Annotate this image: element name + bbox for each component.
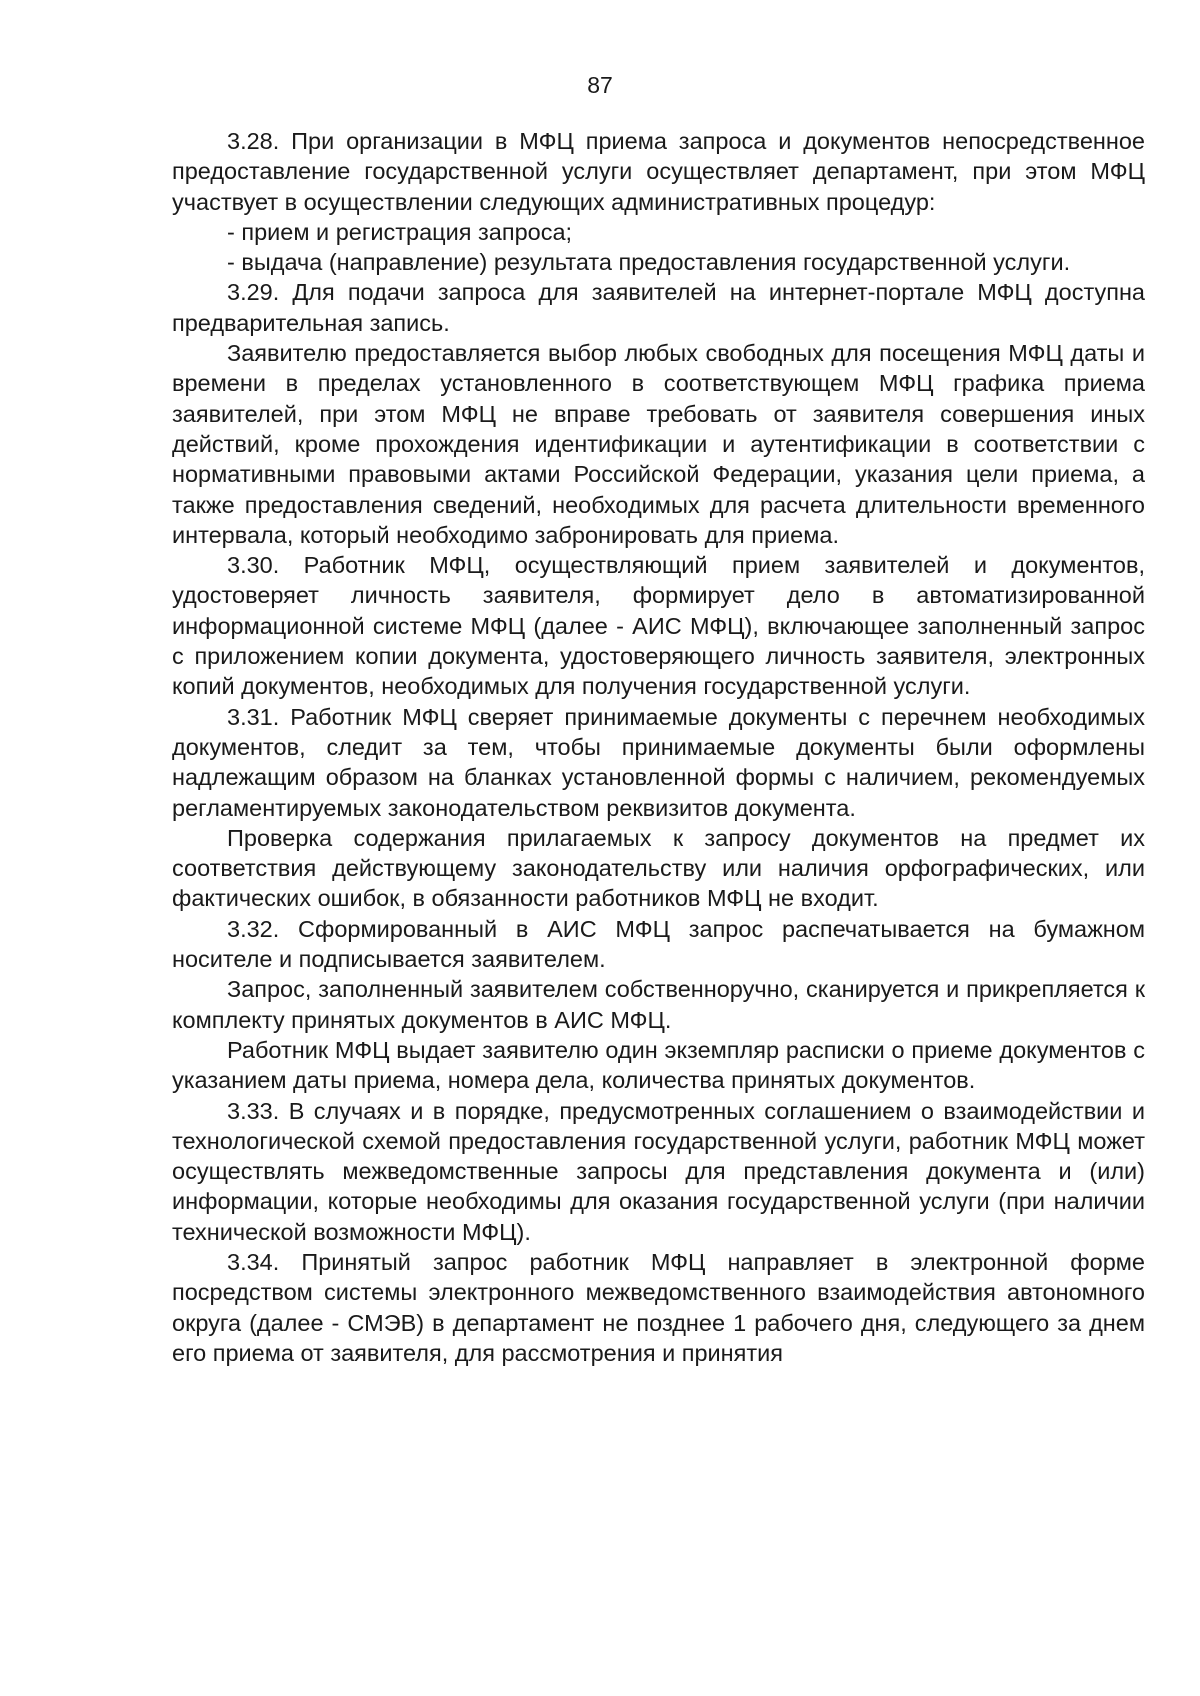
- paragraph-3-34: 3.34. Принятый запрос работник МФЦ направляет в электронной форме посредством системы электронного межведомственного взаимодействия автономного округа (далее - СМЭВ) в департамент не позднее 1 рабочего дня, следующего за днем его приема от заявителя, для рассмотрения и принятия: [172, 1248, 1145, 1366]
- paragraph-scan: Запрос, заполненный заявителем собственноручно, сканируется и прикрепляется к комплекту принятых документов в АИС МФЦ.: [172, 976, 1145, 1033]
- paragraph-3-28: 3.28. При организации в МФЦ приема запроса и документов непосредственное предоставление государственной услуги осуществляет департамент, при этом МФЦ участвует в осуществлении следующих административных процедур:: [172, 128, 1145, 215]
- document-body: [172, 126, 1145, 1368]
- list-item-reception: - прием и регистрация запроса;: [227, 218, 573, 245]
- list-item-result: - выдача (направление) результата предоставления государственной услуги.: [227, 249, 1071, 276]
- paragraph-content-check: Проверка содержания прилагаемых к запросу документов на предмет их соответствия действующему законодательству или наличия орфографических, или фактических ошибок, в обязанности работников МФЦ не входит.: [172, 824, 1145, 912]
- paragraph-3-29: 3.29. Для подачи запроса для заявителей на интернет-портале МФЦ доступна предварительная запись.: [172, 279, 1145, 336]
- paragraph-3-31: 3.31. Работник МФЦ сверяет принимаемые документы с перечнем необходимых документов, следит за тем, чтобы принимаемые документы были оформлены надлежащим образом на бланках установленной формы с наличием, рекомендуемых регламентируемых законодательством реквизитов документа.: [172, 703, 1145, 821]
- paragraph-receipt: Работник МФЦ выдает заявителю один экземпляр расписки о приеме документов с указанием даты приема, номера дела, количества принятых документов.: [172, 1036, 1145, 1094]
- page-number: 87: [587, 72, 613, 98]
- paragraph-3-32: 3.32. Сформированный в АИС МФЦ запрос распечатывается на бумажном носителе и подписывается заявителем.: [172, 915, 1145, 973]
- paragraph-3-30: 3.30. Работник МФЦ, осуществляющий прием заявителей и документов, удостоверяет личность заявителя, формирует дело в автоматизированной информационной системе МФЦ (далее - АИС МФЦ), включающее заполненный запрос с приложением копии документа, удостоверяющего личность заявителя, электронных копий документов, необходимых для получения государственной услуги.: [172, 552, 1145, 700]
- paragraph-appointment: Заявителю предоставляется выбор любых свободных для посещения МФЦ даты и времени в пределах установленного в соответствующем МФЦ графика приема заявителей, при этом МФЦ не вправе требовать от заявителя совершения иных действий, кроме прохождения идентификации и аутентификации в соответствии с нормативными правовыми актами Российской Федерации, указания цели приема, а также предоставления сведений, необходимых для расчета длительности временного интервала, который необходимо забронировать для приема.: [172, 340, 1145, 548]
- paragraph-3-33: 3.33. В случаях и в порядке, предусмотренных соглашением о взаимодействии и технологической схемой предоставления государственной услуги, работник МФЦ может осуществлять межведомственные запросы для представления документа и (или) информации, которые необходимы для оказания государственной услуги (при наличии технической возможности МФЦ).: [172, 1097, 1145, 1245]
